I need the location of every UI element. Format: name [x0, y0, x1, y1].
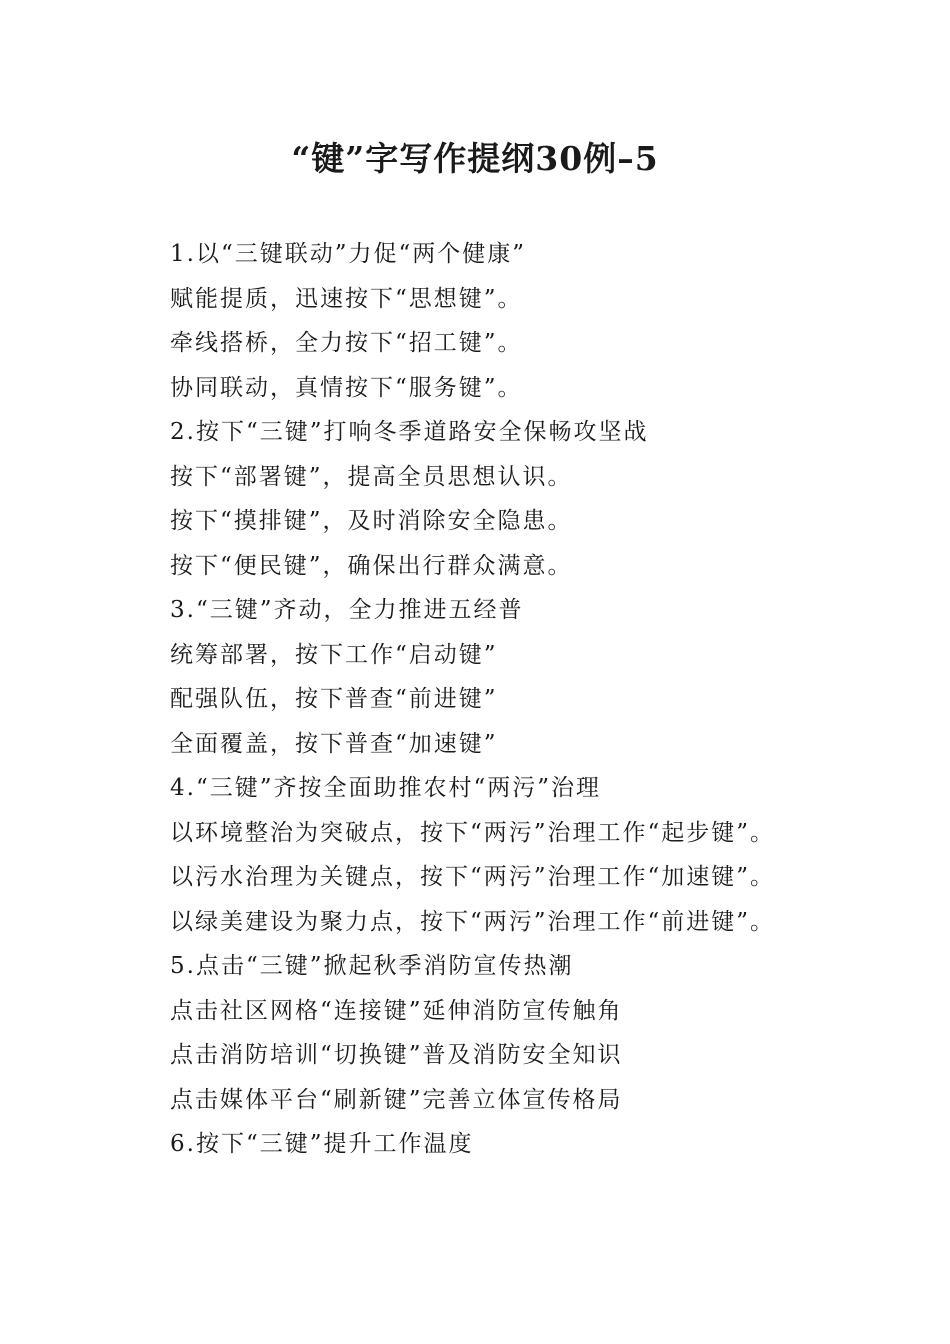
- heading-line-5: 5.点击“三键”掀起秋季消防宣传热潮: [170, 953, 574, 979]
- body-line: 全面覆盖，按下普查“加速键”: [170, 730, 498, 757]
- body-line: 赋能提质，迅速按下“思想键”。: [170, 285, 523, 312]
- body-line: 配强队伍，按下普查“前进键”: [170, 686, 498, 712]
- heading-line-2: 2.按下“三键”打响冬季道路安全保畅攻坚战: [170, 419, 649, 445]
- body-line: 以污水治理为关键点，按下“两污”治理工作“加速键”。: [170, 864, 776, 890]
- body-line: 点击媒体平台“刷新键”完善立体宣传格局: [170, 1086, 623, 1113]
- body-line: 牵线搭桥，全力按下“招工键”。: [170, 330, 523, 356]
- document-body: [170, 232, 940, 1167]
- body-line: 以绿美建设为聚力点，按下“两污”治理工作“前进键”。: [170, 908, 776, 935]
- body-line: 按下“摸排键”，及时消除安全隐患。: [170, 508, 573, 534]
- heading-line-4: 4.“三键”齐按全面助推农村“两污”治理: [170, 775, 601, 801]
- body-line: 按下“便民键”，确保出行群众满意。: [170, 552, 573, 579]
- body-line: 协同联动，真情按下“服务键”。: [170, 374, 523, 401]
- body-line: 点击社区网格“连接键”延伸消防宣传触角: [170, 997, 623, 1024]
- body-line: 点击消防培训“切换键”普及消防安全知识: [170, 1042, 623, 1068]
- body-line: 以环境整治为突破点，按下“两污”治理工作“起步键”。: [170, 819, 776, 846]
- document-title: “键”字写作提纲30例–5: [291, 139, 659, 178]
- body-line: 统筹部署，按下工作“启动键”: [170, 641, 498, 668]
- heading-line-6: 6.按下“三键”提升工作温度: [170, 1131, 474, 1157]
- heading-line-1: 1.以“三键联动”力促“两个健康”: [170, 241, 526, 267]
- body-line: 按下“部署键”，提高全员思想认识。: [170, 463, 573, 490]
- heading-line-3: 3.“三键”齐动，全力推进五经普: [170, 597, 524, 623]
